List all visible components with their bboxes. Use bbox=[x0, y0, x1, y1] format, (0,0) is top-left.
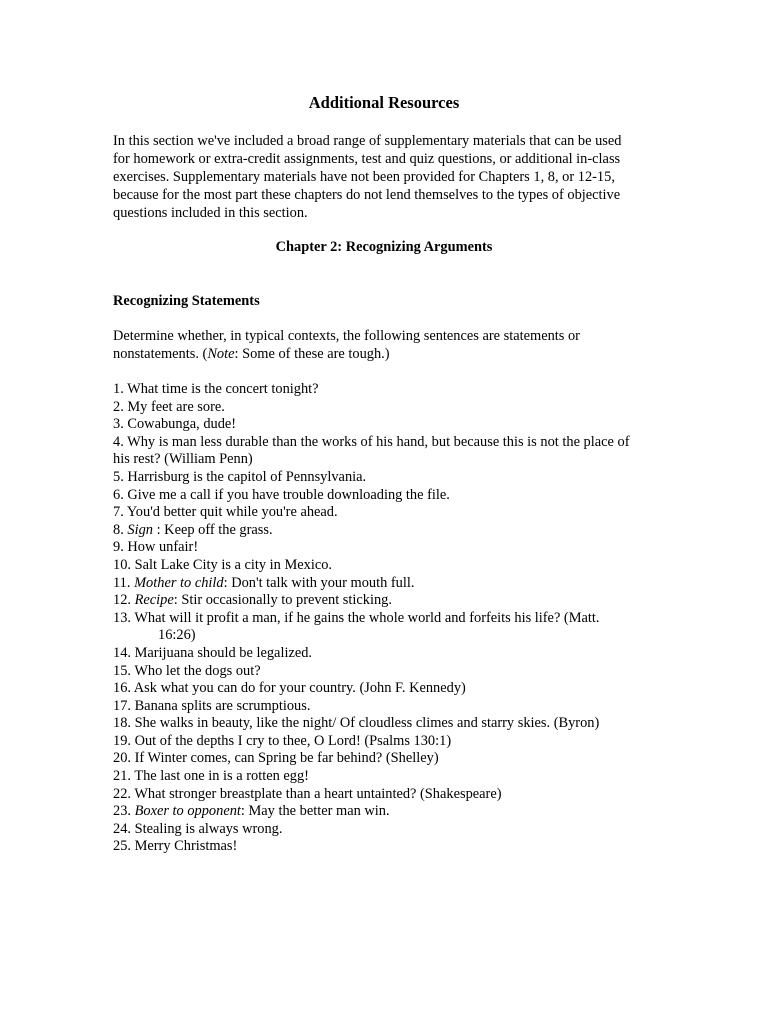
instructions-line: Determine whether, in typical contexts, the following sentences are statements or bbox=[113, 328, 580, 344]
list-item: 19. Out of the depths I cry to thee, O Lord! (Psalms 130:1) bbox=[113, 732, 452, 749]
list-item bbox=[113, 575, 673, 593]
instructions-line bbox=[113, 345, 673, 363]
item-number: 8. bbox=[113, 521, 128, 538]
intro-line: In this section we've included a broad range of supplementary materials that can be used bbox=[113, 133, 622, 149]
page-title: Additional Resources bbox=[308, 93, 460, 112]
list-item: 10. Salt Lake City is a city in Mexico. bbox=[113, 556, 333, 573]
list-item: 21. The last one in is a rotten egg! bbox=[113, 768, 309, 785]
list-item: 2. My feet are sore. bbox=[113, 398, 225, 415]
list-item-line: 16:26) bbox=[158, 627, 196, 644]
item-text: : Keep off the grass. bbox=[152, 521, 273, 538]
item-text: : May the better man win. bbox=[240, 803, 390, 820]
list-item-line: 4. Why is man less durable than the works of his hand, but because this is not the place of bbox=[113, 433, 630, 450]
intro-line: because for the most part these chapters do not lend themselves to the types of objective bbox=[113, 187, 621, 203]
item-context: Recipe bbox=[134, 592, 174, 609]
list-item: 15. Who let the dogs out? bbox=[113, 662, 261, 679]
item-text: : Stir occasionally to prevent sticking. bbox=[173, 592, 392, 609]
statement-list bbox=[113, 381, 673, 856]
list-item bbox=[113, 434, 673, 469]
list-item: 17. Banana splits are scrumptious. bbox=[113, 697, 311, 714]
item-text: : Don't talk with your mouth full. bbox=[223, 574, 415, 591]
list-item: 6. Give me a call if you have trouble downloading the file. bbox=[113, 486, 450, 503]
instructions-text: : Some of these are tough.) bbox=[234, 346, 390, 362]
instructions-paragraph bbox=[113, 327, 673, 363]
list-item: 3. Cowabunga, dude! bbox=[113, 416, 237, 433]
list-item-line: 13. What will it profit a man, if he gains the whole world and forfeits his life? (Matt. bbox=[113, 609, 600, 626]
list-item: 7. You'd better quit while you're ahead. bbox=[113, 504, 338, 521]
list-item: 22. What stronger breastplate than a heart untainted? (Shakespeare) bbox=[113, 785, 502, 802]
intro-line: exercises. Supplementary materials have not been provided for Chapters 1, 8, or 12-15, bbox=[113, 169, 615, 185]
item-number: 23. bbox=[113, 803, 135, 820]
intro-line: questions included in this section. bbox=[113, 205, 308, 221]
list-item: 5. Harrisburg is the capitol of Pennsylvania. bbox=[113, 468, 367, 485]
item-context: Mother to child bbox=[134, 574, 224, 591]
intro-paragraph bbox=[113, 132, 673, 222]
intro-line: for homework or extra-credit assignments, test and quiz questions, or additional in-class bbox=[113, 151, 621, 167]
note-label: Note bbox=[207, 346, 235, 362]
list-item: 9. How unfair! bbox=[113, 539, 199, 556]
list-item: 18. She walks in beauty, like the night/ Of cloudless climes and starry skies. (Byron) bbox=[113, 715, 600, 732]
list-item-line: his rest? (William Penn) bbox=[113, 451, 253, 468]
section-heading: Recognizing Statements bbox=[113, 293, 260, 309]
list-item bbox=[113, 592, 673, 610]
list-item: 20. If Winter comes, can Spring be far behind? (Shelley) bbox=[113, 750, 439, 767]
list-item: 14. Marijuana should be legalized. bbox=[113, 644, 313, 661]
list-item: 16. Ask what you can do for your country. (John F. Kennedy) bbox=[113, 680, 466, 697]
list-item bbox=[113, 522, 673, 540]
chapter-heading: Chapter 2: Recognizing Arguments bbox=[275, 239, 493, 255]
list-item: 25. Merry Christmas! bbox=[113, 838, 238, 855]
item-context: Boxer to opponent bbox=[134, 803, 241, 820]
instructions-text: nonstatements. ( bbox=[113, 346, 208, 362]
list-item: 24. Stealing is always wrong. bbox=[113, 820, 283, 837]
item-context: Sign bbox=[127, 521, 153, 538]
list-item bbox=[113, 803, 673, 821]
item-number: 11. bbox=[113, 574, 135, 591]
list-item: 1. What time is the concert tonight? bbox=[113, 381, 319, 397]
item-number: 12. bbox=[113, 592, 135, 609]
list-item bbox=[113, 610, 673, 645]
